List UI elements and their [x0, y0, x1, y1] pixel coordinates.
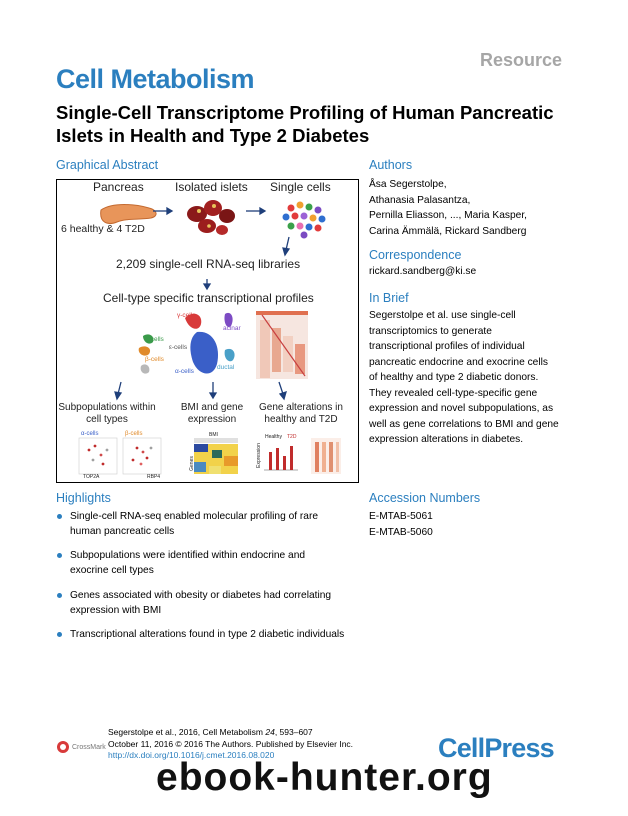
- watermark: ebook-hunter.org: [156, 756, 493, 799]
- genes-axis-label: Genes: [188, 456, 195, 471]
- graphical-abstract: [56, 179, 359, 483]
- profiles-heatmap: [256, 311, 308, 379]
- highlight-line: Subpopulations were identified within endocrine and: [70, 550, 306, 561]
- graphical-abstract-heading: Graphical Abstract: [56, 158, 159, 172]
- arrow-icon: [204, 279, 210, 289]
- ductal-label: ductal: [217, 364, 235, 371]
- in-brief-line: pancreatic endocrine and exocrine cells: [369, 356, 548, 368]
- highlight-line: exocrine cell types: [70, 565, 154, 576]
- pancreas-label: Pancreas: [93, 180, 144, 194]
- epsilon-cells-label: ε-cells: [169, 344, 188, 351]
- accession-id[interactable]: E-MTAB-5061: [369, 511, 433, 522]
- crossmark-logo[interactable]: [56, 740, 106, 754]
- libraries-label: 2,209 single-cell RNA-seq libraries: [116, 257, 301, 271]
- author-line: Åsa Segerstolpe,: [369, 179, 447, 190]
- in-brief-line: transcriptional profiles of individual: [369, 341, 525, 352]
- journal-name: Cell Metabolism: [56, 64, 255, 94]
- highlight-item: [56, 588, 375, 618]
- highlight-line: Single-cell RNA-seq enabled molecular profiling of rare: [70, 511, 319, 522]
- in-brief-line: transcriptomics to generate: [369, 325, 492, 337]
- bullet-icon: [57, 553, 62, 558]
- beta-cells-label: β-cells: [145, 356, 164, 363]
- in-brief-line: well as gene correlations to BMI and gene: [369, 418, 559, 430]
- expression-axis-label: Expression: [255, 443, 262, 468]
- bullet-icon: [57, 593, 62, 598]
- profiles-label: Cell-type specific transcriptional profiles: [103, 291, 314, 305]
- in-brief-line: They revealed cell-type-specific gene: [369, 387, 538, 399]
- citation-text: Segerstolpe et al., 2016, Cell Metabolism: [108, 727, 266, 737]
- islets-illustration: [187, 200, 235, 235]
- gamma-cells-label: γ-cells: [177, 312, 196, 319]
- healthy-label: Healthy: [265, 434, 282, 440]
- article-title: Single-Cell Transcriptome Profiling of Human Pancreatic Islets in Health and Type 2 Diabetes: [56, 102, 554, 146]
- highlight-line: Genes associated with obesity or diabetes had correlating: [70, 590, 332, 601]
- highlight-item: [56, 509, 375, 539]
- authors-list: [369, 177, 527, 239]
- bmi-expression-label: BMI and gene expression: [180, 402, 244, 425]
- gene-alteration-bars: [264, 438, 341, 474]
- gene-rbp4-label: RBP4: [147, 474, 161, 480]
- correspondence-email[interactable]: rickard.sandberg@ki.se: [369, 266, 477, 277]
- bmi-label: BMI: [209, 432, 218, 438]
- accession-heading: Accession Numbers: [369, 491, 481, 505]
- highlight-line: Transcriptional alterations found in type 2 diabetic individuals: [70, 629, 345, 640]
- in-brief-text: [369, 308, 579, 448]
- accession-list: [369, 509, 433, 540]
- mini-beta-cells-label: β-cells: [125, 431, 143, 437]
- alpha-cells-label: α-cells: [175, 368, 194, 375]
- article-type-label: Resource: [480, 50, 563, 70]
- arrow-icon: [115, 382, 286, 399]
- author-line: Athanasia Palasantza,: [369, 194, 471, 206]
- authors-heading: Authors: [369, 158, 413, 172]
- highlights-heading: Highlights: [56, 491, 111, 505]
- highlight-item: [56, 627, 375, 642]
- isolated-islets-label: Isolated islets: [175, 180, 248, 194]
- doi-link[interactable]: http://dx.doi.org/10.1016/j.cmet.2016.08.020: [108, 750, 275, 760]
- citation-volume: 24: [265, 727, 275, 737]
- in-brief-line: expression and novel subpopulations, as: [369, 403, 554, 414]
- author-line: Pernilla Eliasson, ..., Maria Kasper,: [369, 210, 527, 221]
- gene-top2a-label: TOP2A: [83, 474, 100, 480]
- crossmark-label: CrossMark: [71, 743, 106, 751]
- correspondence-heading: Correspondence: [369, 248, 462, 262]
- in-brief-line: expression alterations in diabetes.: [369, 434, 524, 445]
- citation-pages: , 593–607: [274, 727, 313, 737]
- acinar-label: acinar: [223, 325, 241, 332]
- bullet-icon: [57, 632, 62, 637]
- highlight-line: human pancreatic cells: [70, 526, 175, 537]
- highlight-item: [56, 548, 375, 578]
- in-brief-line: of healthy and type 2 diabetic donors.: [369, 372, 539, 383]
- bullet-icon: [57, 514, 62, 519]
- single-cells-illustration: [283, 202, 326, 239]
- bmi-heatmap: [194, 438, 238, 474]
- accession-id[interactable]: E-MTAB-5060: [369, 526, 433, 538]
- single-cells-label: Single cells: [270, 180, 331, 194]
- crossmark-icon: [56, 740, 70, 754]
- mini-alpha-cells-label: α-cells: [81, 431, 99, 437]
- t2d-label: T2D: [287, 434, 297, 440]
- in-brief-line: Segerstolpe et al. use single-cell: [369, 310, 516, 321]
- subpopulations-label: Subpopulations within cell types: [58, 402, 156, 425]
- author-line: Carina Ämmälä, Rickard Sandberg: [369, 225, 527, 237]
- highlight-line: expression with BMI: [70, 605, 162, 616]
- gene-alterations-label: Gene alterations in healthy and T2D: [259, 402, 343, 425]
- date-line: October 11, 2016 © 2016 The Authors. Published by Elsevier Inc.: [108, 738, 354, 749]
- subpopulation-scatter: [79, 438, 161, 474]
- delta-cells-label: δ-cells: [145, 336, 164, 343]
- citation-line: [108, 727, 353, 739]
- donors-label: 6 healthy & 4 T2D: [61, 223, 145, 235]
- in-brief-heading: In Brief: [369, 291, 409, 305]
- cellpress-logo: CellPress: [438, 733, 554, 763]
- pancreas-illustration: [101, 205, 156, 224]
